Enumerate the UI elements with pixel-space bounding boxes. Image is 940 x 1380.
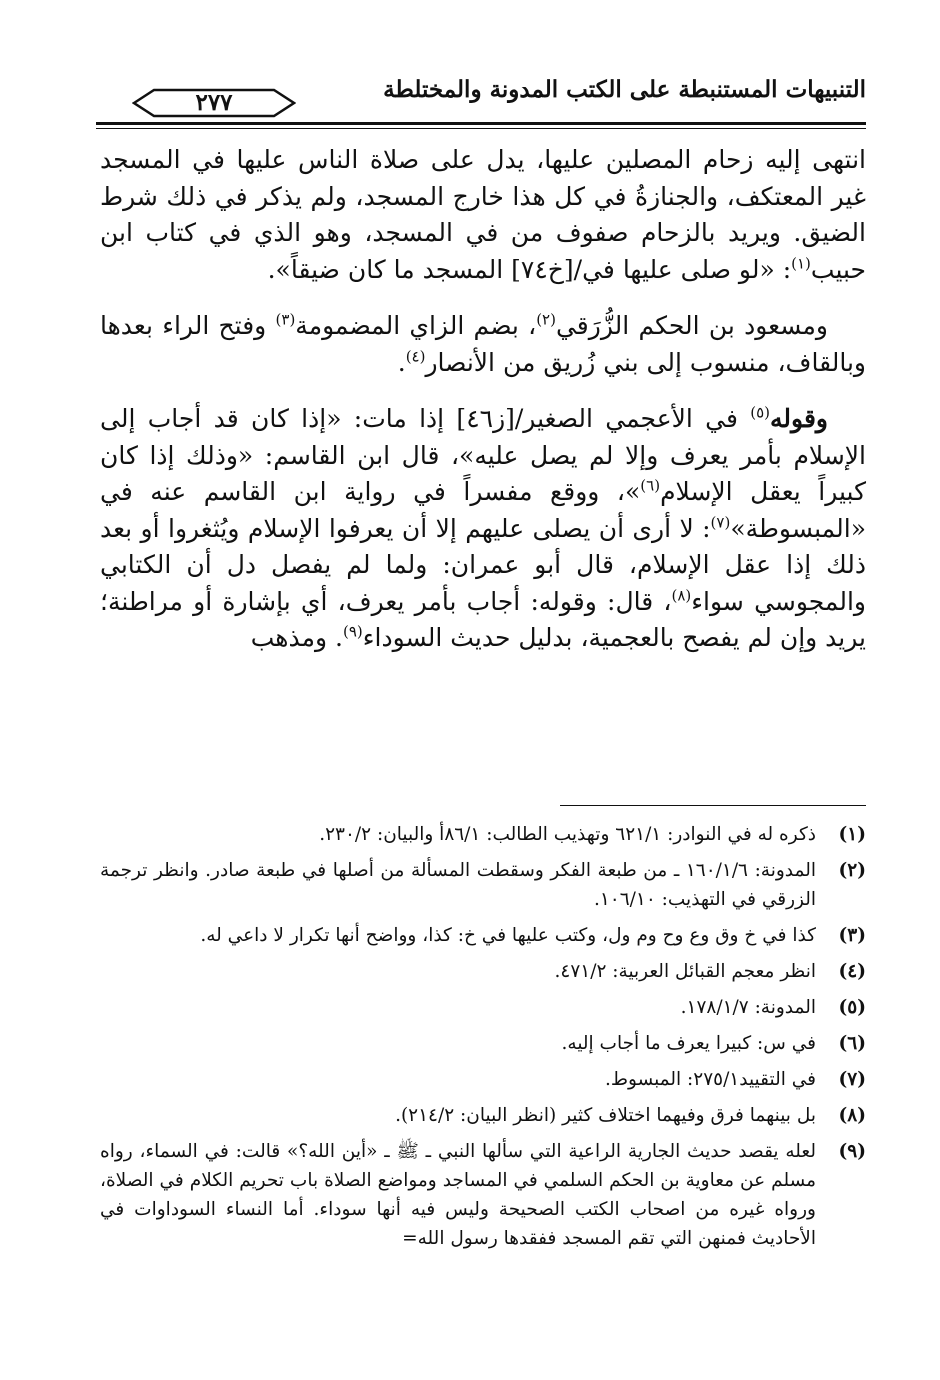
footnote-text: ذكره له في النوادر: ٦٢١/١ وتهذيب الطالب: ٨٦/١أ والبيان: ٢٣٠/٢.	[319, 824, 816, 845]
p1-text-a: انتهى إليه زحام المصلين عليها، يدل على صلاة الناس عليها في المسجد غير المعتكف، والجنازةُ في كل هذا خارج المسجد، ولم يذكر في ذلك شرط الضيق. ويريد بالزحام صفوف من في المسجد، وهو الذي في كتاب ابن حبيب	[100, 145, 866, 284]
footnote-2	[100, 856, 866, 914]
footnote-ref-4: (٤)	[405, 347, 426, 366]
p3-text-a: في الأعجمي الصغير/[ز٤٦] إذا مات: «إذا كان قد أجاب إلى الإسلام بأمر يعرف وإلا لم يصل عليه»، قال ابن القاسم: «وذلك إذا كان كبيراً يعقل الإسلام	[100, 404, 866, 506]
footnote-separator	[560, 805, 866, 806]
footnote-ref-3: (٣)	[275, 310, 296, 329]
p3-keyword: وقوله	[770, 404, 828, 433]
footnote-ref-6: (٦)	[640, 476, 661, 495]
paragraph-2	[100, 308, 866, 381]
footnote-ref-9: (٩)	[342, 622, 363, 641]
footnote-number: (٩)	[838, 1141, 866, 1162]
footnote-ref-8: (٨)	[671, 586, 692, 605]
p2-text-d: .	[397, 347, 406, 377]
main-text	[100, 142, 866, 657]
footnote-9	[100, 1137, 866, 1253]
footnote-number: (٣)	[838, 925, 866, 946]
paragraph-1	[100, 142, 866, 288]
footnote-number: (٢)	[838, 860, 866, 881]
footnote-number: (٨)	[838, 1105, 866, 1126]
footnote-ref-5: (٥)	[750, 403, 771, 422]
footnote-text: لعله يقصد حديث الجارية الراعية التي سألها النبي ـ ﷺ ـ «أين الله؟» قالت: في السماء، رواه مسلم عن معاوية بن الحكم السلمي في المساجد ومواضع الصلاة باب تحريم الكلام في الصلاة، ورواه غيره من اصحاب الكتب الصحيحة وليس فيه أنها سوداء. أما النساء السوداوات في الأحاديث فمنهن التي تقم المسجد ففقدها رسول الله=	[100, 1141, 816, 1249]
footnote-ref-7: (٧)	[710, 513, 731, 532]
footnote-number: (٦)	[838, 1033, 866, 1054]
footnote-text: في س: كبيرا يعرف ما أجاب إليه.	[561, 1033, 816, 1054]
running-title: التنبيهات المستنبطة على الكتب المدونة والمختلطة	[383, 76, 866, 103]
footnote-number: (٤)	[838, 961, 866, 982]
p1-text-b: : «لو صلى عليها في/[خ٧٤] المسجد ما كان ضيقاً».	[267, 254, 792, 284]
p2-text-a: ومسعود بن الحكم الزُّرَقي	[555, 311, 828, 340]
footnote-6	[100, 1029, 866, 1058]
footnote-ref-2: (٢)	[536, 310, 556, 329]
footnote-text: المدونة: ١٦٠/١/٦ ـ من طبعة الفكر وسقطت المسألة من أصلها في طبعة صادر. وانظر ترجمة الزرقي في التهذيب: ١٠٦/١٠.	[100, 860, 816, 910]
p2-text-b: ، بضم الزاي المضمومة	[295, 311, 537, 340]
footnote-3	[100, 921, 866, 950]
footnote-number: (٥)	[838, 997, 866, 1018]
p3-text-e: . ومذهب	[250, 623, 343, 652]
p3-text-d: ، قال: وقوله: أجاب بأمر يعرف، أي بإشارة أو مراطنة؛ يريد وإن لم يفصح بالعجمية، بدليل حديث السوداء	[100, 586, 866, 652]
page-header	[96, 70, 866, 130]
footnote-4	[100, 957, 866, 986]
page-number-badge	[132, 88, 296, 118]
footnote-number: (٧)	[838, 1069, 866, 1090]
footnote-8	[100, 1101, 866, 1130]
footnote-ref-1: (١)	[791, 254, 811, 273]
page-number: ٢٧٧	[195, 89, 233, 116]
footnote-1	[100, 820, 866, 849]
p2-text-c: وفتح الراء بعدها وبالقاف، منسوب إلى بني زُريق من الأنصار	[100, 311, 866, 377]
p3-text-c: : لا أرى أن يصلى عليهم إلا أن يعرفوا الإسلام ويُثغروا أو بعد ذلك إذا عقل الإسلام، قال أبو عمران: ولما لم يفصل دل أن الكتابي والمجوسي سواء	[100, 513, 866, 616]
footnote-text: بل بينهما فرق وفيهما اختلاف كثير (انظر البيان: ٢١٤/٢).	[395, 1105, 816, 1126]
paragraph-3	[100, 401, 866, 657]
footnote-7	[100, 1065, 866, 1094]
footnote-text: في التقييد٢٧٥/١: المبسوط.	[605, 1069, 816, 1090]
header-rule-thick	[96, 122, 866, 125]
p3-text-b: »، ووقع مفسراً في رواية ابن القاسم عنه في «المبسوطة»	[100, 477, 866, 543]
footnote-text: انظر معجم القبائل العربية: ٤٧١/٢.	[554, 961, 816, 982]
footnote-text: المدونة: ١٧٨/١/٧.	[680, 997, 816, 1018]
header-rule-thin	[96, 128, 866, 129]
footnotes	[100, 820, 866, 1260]
footnote-5	[100, 993, 866, 1022]
footnote-number: (١)	[838, 824, 866, 845]
footnote-text: كذا في خ وق وع وح وم ول، وكتب عليها في خ: كذا، وواضح أنها تكرار لا داعي له.	[200, 925, 816, 946]
